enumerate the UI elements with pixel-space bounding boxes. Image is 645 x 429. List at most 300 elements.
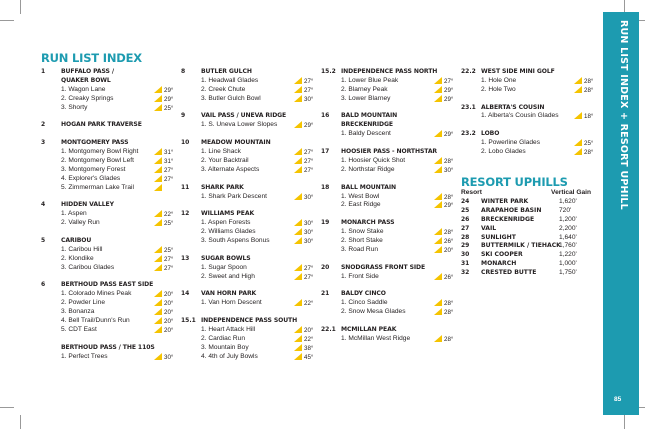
section-number: 15.1 <box>181 317 196 325</box>
section-number: 14 <box>181 290 190 298</box>
slope-angle-value: 27° <box>304 273 314 281</box>
run-name: 1. McMillan West Ridge <box>341 334 411 342</box>
section-number: 20 <box>321 263 330 271</box>
section-number: 9 <box>181 112 186 120</box>
section-number: 8 <box>181 68 186 75</box>
run-slope <box>434 335 456 345</box>
run-name: 1. Perfect Trees <box>61 352 108 360</box>
section-number: 16 <box>321 112 330 120</box>
slope-angle-icon <box>434 237 442 244</box>
slope-angle-value: 27° <box>164 264 174 272</box>
run-section <box>321 219 456 255</box>
slope-angle-icon <box>294 193 302 200</box>
run-name: 1. Powerline Glades <box>481 139 541 147</box>
slope-angle-icon <box>154 184 162 191</box>
run-item <box>341 335 456 344</box>
slope-angle-icon <box>294 237 302 244</box>
slope-angle-value: 25° <box>164 246 174 254</box>
slope-angle-icon <box>154 353 162 360</box>
crop-mark <box>0 407 14 408</box>
resort-name: MONARCH <box>481 260 517 268</box>
run-item <box>481 86 596 95</box>
slope-angle-icon <box>154 175 162 182</box>
run-list-column <box>181 68 316 370</box>
slope-angle-icon <box>434 193 442 200</box>
run-name: 1. Van Horn Descent <box>201 299 262 307</box>
resort-column-header: Resort <box>461 189 482 196</box>
run-item <box>341 130 456 139</box>
slope-angle-icon <box>434 335 442 342</box>
run-item <box>481 77 596 86</box>
run-section <box>41 281 176 334</box>
run-name: 2. Your Backtrail <box>201 156 249 164</box>
run-item <box>341 77 456 86</box>
run-name: 1. Aspen <box>61 210 87 218</box>
resort-name: WINTER PARK <box>481 198 529 205</box>
section-heading: HIDDEN VALLEY <box>61 201 114 209</box>
run-name: 2. East Ridge <box>341 201 381 209</box>
run-item <box>61 255 176 264</box>
run-section <box>321 264 456 282</box>
run-slope <box>154 264 176 274</box>
slope-angle-icon <box>154 210 162 217</box>
run-item <box>61 148 176 157</box>
run-item <box>61 184 176 193</box>
section-heading: SNODGRASS FRONT SIDE <box>341 263 426 271</box>
run-name: 5. Zimmerman Lake Trail <box>61 183 134 191</box>
run-slope <box>294 95 316 105</box>
run-slope <box>294 273 316 283</box>
section-number: 1 <box>41 68 46 75</box>
run-name: 1. Alberta's Cousin Glades <box>481 112 559 120</box>
section-heading: VAIL PASS / UNEVA RIDGE <box>201 112 287 120</box>
run-section <box>181 317 316 361</box>
slope-angle-value: 27° <box>164 166 174 174</box>
vertical-gain: 1,760' <box>559 242 577 250</box>
run-section <box>41 344 176 362</box>
crop-mark <box>624 0 625 12</box>
run-name: 2. Creaky Springs <box>61 94 114 102</box>
slope-angle-icon <box>154 255 162 262</box>
uphill-row <box>461 198 591 207</box>
section-number: 19 <box>321 219 330 227</box>
uphill-number: 27 <box>461 224 470 232</box>
run-item <box>61 210 176 219</box>
slope-angle-icon <box>574 148 582 155</box>
slope-angle-icon <box>294 77 302 84</box>
slope-angle-value: 20° <box>304 326 314 334</box>
vertical-gain: 1,200' <box>559 215 577 223</box>
section-heading: WEST SIDE MINI GOLF <box>481 68 555 75</box>
slope-angle-icon <box>154 166 162 173</box>
resort-name: VAIL <box>481 224 497 232</box>
slope-angle-icon <box>434 308 442 315</box>
run-item <box>341 237 456 246</box>
uphill-row <box>461 207 591 216</box>
run-item <box>61 86 176 95</box>
run-name: 1. Hole One <box>481 76 517 84</box>
run-item <box>61 290 176 299</box>
run-item <box>201 166 316 175</box>
slope-angle-value: 20° <box>164 291 174 299</box>
run-section <box>461 130 596 157</box>
run-item <box>61 264 176 273</box>
section-heading: CARIBOU <box>61 237 92 244</box>
slope-angle-icon <box>294 228 302 235</box>
section-number: 22.2 <box>461 68 476 75</box>
section-heading: LOBO <box>481 130 500 138</box>
section-number: 3 <box>41 139 46 147</box>
slope-angle-icon <box>434 299 442 306</box>
run-name: 4. Bell Trail/Dunn's Run <box>61 317 130 325</box>
slope-angle-value: 25° <box>164 104 174 112</box>
resort-name: SUNLIGHT <box>481 233 516 241</box>
run-section <box>461 104 596 122</box>
run-item <box>341 193 456 202</box>
slope-angle-value: 31° <box>164 157 174 165</box>
slope-angle-value: 28° <box>444 157 454 165</box>
slope-angle-value: 29° <box>444 86 454 94</box>
section-number: 12 <box>181 210 190 218</box>
slope-angle-value: 28° <box>444 335 454 343</box>
run-section <box>41 139 176 192</box>
run-list-column <box>41 68 176 370</box>
run-name: 3. Alternate Aspects <box>201 165 260 173</box>
slope-angle-icon <box>294 219 302 226</box>
slope-angle-icon <box>434 86 442 93</box>
run-slope <box>434 166 456 176</box>
run-name: 3. South Aspens Bonus <box>201 237 270 244</box>
slope-angle-value: 27° <box>304 157 314 165</box>
section-number: 18 <box>321 183 330 191</box>
resort-name: ARAPAHOE BASIN <box>481 206 542 214</box>
slope-angle-value: 27° <box>164 255 174 263</box>
run-section <box>321 184 456 211</box>
resort-name: SKI COOPER <box>481 251 523 259</box>
slope-angle-icon <box>154 264 162 271</box>
slope-angle-value: 20° <box>164 300 174 308</box>
slope-angle-icon <box>294 326 302 333</box>
run-slope <box>294 299 316 309</box>
run-name: 2. Northstar Ridge <box>341 165 395 173</box>
section-number: 17 <box>321 148 330 156</box>
run-item <box>201 157 316 166</box>
uphill-number: 32 <box>461 269 470 277</box>
run-name: 1. Front Side <box>341 272 379 280</box>
run-name: 3. Road Run <box>341 245 379 253</box>
slope-angle-value: 28° <box>444 229 454 237</box>
slope-angle-value: 29° <box>444 202 454 210</box>
slope-angle-icon <box>294 95 302 102</box>
slope-angle-value: 30° <box>164 353 174 361</box>
crop-mark <box>0 20 14 21</box>
run-section <box>461 68 596 95</box>
run-item <box>341 95 456 104</box>
run-slope <box>154 326 176 336</box>
slope-angle-value: 28° <box>584 77 594 85</box>
run-item <box>481 139 596 148</box>
run-name: 1. Cinco Saddle <box>341 299 388 307</box>
run-name: 3. Bonanza <box>61 308 95 316</box>
run-list-column <box>321 68 456 353</box>
run-item <box>481 148 596 157</box>
slope-angle-icon <box>154 157 162 164</box>
slope-angle-value: 45° <box>304 353 314 361</box>
run-name: 2. Montgomery Bowl Left <box>61 156 134 164</box>
run-section <box>321 112 456 139</box>
run-name: 3. Montgomery Forest <box>61 165 126 173</box>
slope-angle-icon <box>294 335 302 342</box>
run-name: 3. Shorty <box>61 103 88 111</box>
page-number: 85 <box>614 396 622 403</box>
slope-angle-value: 18° <box>584 113 594 121</box>
uphills-table <box>461 198 591 278</box>
crop-mark <box>624 415 625 429</box>
section-heading: ALBERTA'S COUSIN <box>481 103 545 111</box>
slope-angle-value: 20° <box>164 326 174 334</box>
slope-angle-value: 29° <box>304 122 314 130</box>
slope-angle-icon <box>294 344 302 351</box>
slope-angle-icon <box>434 246 442 253</box>
slope-angle-value: 30° <box>304 238 314 245</box>
slope-angle-value: 26° <box>444 238 454 246</box>
section-heading: HOGAN PARK TRAVERSE <box>61 121 142 129</box>
side-tab <box>603 12 639 415</box>
run-slope <box>154 184 176 194</box>
run-item <box>201 77 316 86</box>
run-item <box>61 157 176 166</box>
run-item <box>201 121 316 130</box>
run-item <box>61 299 176 308</box>
slope-angle-value: 27° <box>304 166 314 174</box>
slope-angle-icon <box>434 157 442 164</box>
section-number: 2 <box>41 121 46 129</box>
run-item <box>61 104 176 113</box>
slope-angle-icon <box>434 228 442 235</box>
uphill-row <box>461 260 591 269</box>
run-slope <box>434 201 456 211</box>
slope-angle-icon <box>154 290 162 297</box>
run-item <box>341 157 456 166</box>
uphill-number: 24 <box>461 198 470 205</box>
section-number: 13 <box>181 254 190 262</box>
run-name: 3. Butler Gulch Bowl <box>201 94 261 102</box>
run-item <box>341 86 456 95</box>
run-slope <box>154 353 176 363</box>
slope-angle-value: 27° <box>164 175 174 183</box>
crop-mark <box>20 415 21 429</box>
run-name: 2. Powder Line <box>61 299 105 307</box>
section-heading: BALL MOUNTAIN <box>341 183 397 191</box>
run-section <box>181 112 316 130</box>
slope-angle-icon <box>154 299 162 306</box>
section-heading: INDEPENDENCE PASS NORTH <box>341 68 438 75</box>
slope-angle-icon <box>574 86 582 93</box>
run-item <box>201 228 316 237</box>
run-slope <box>294 193 316 203</box>
slope-angle-icon <box>154 326 162 333</box>
vertical-gain: 1,640' <box>559 233 577 241</box>
uphill-row <box>461 251 591 260</box>
run-slope <box>294 121 316 131</box>
uphill-number: 29 <box>461 242 470 250</box>
run-name: 1. S. Uneva Lower Slopes <box>201 121 278 129</box>
section-heading: BALDY CINCO <box>341 290 386 298</box>
run-name: 3. Caribou Glades <box>61 263 115 271</box>
run-slope <box>154 219 176 229</box>
run-item <box>341 228 456 237</box>
run-name: 2. Hole Two <box>481 85 516 93</box>
run-item <box>61 219 176 228</box>
run-name: 1. Montgomery Bowl Right <box>61 148 139 156</box>
run-slope <box>574 86 596 96</box>
section-number: 23.2 <box>461 130 476 138</box>
run-list-column <box>461 68 596 166</box>
run-slope <box>294 166 316 176</box>
slope-angle-icon <box>574 77 582 84</box>
run-slope <box>434 246 456 256</box>
run-name: 1. Lower Blue Peak <box>341 76 399 84</box>
vertical-gain: 1,750' <box>559 269 577 277</box>
run-item <box>201 264 316 273</box>
run-name: 2. Sweet and High <box>201 272 255 280</box>
section-number: 5 <box>41 237 46 244</box>
run-item <box>341 246 456 255</box>
resort-name: BUTTERMILK / TIEHACK <box>481 242 561 250</box>
slope-angle-icon <box>294 273 302 280</box>
run-name: 1. Colorado Mines Peak <box>61 290 132 298</box>
slope-angle-icon <box>154 104 162 111</box>
vertical-gain-column-header: Vertical Gain <box>551 189 591 196</box>
slope-angle-value: 29° <box>164 95 174 103</box>
slope-angle-value: 20° <box>164 318 174 326</box>
run-section <box>181 210 316 246</box>
run-name: 2. Snow Mesa Glades <box>341 308 406 316</box>
run-section <box>321 290 456 317</box>
slope-angle-icon <box>294 353 302 360</box>
slope-angle-value: 20° <box>444 246 454 254</box>
run-item <box>341 308 456 317</box>
run-slope <box>434 95 456 105</box>
slope-angle-value: 38° <box>304 344 314 352</box>
section-heading: MCMILLAN PEAK <box>341 325 397 333</box>
section-heading: BERTHOUD PASS EAST SIDE <box>61 281 154 289</box>
slope-angle-icon <box>154 219 162 226</box>
slope-angle-icon <box>294 264 302 271</box>
uphill-number: 31 <box>461 260 470 268</box>
run-name: 3. Lower Blarney <box>341 94 391 102</box>
run-name: 2. Cardiac Run <box>201 334 245 342</box>
uphill-row <box>461 234 591 243</box>
run-slope <box>574 112 596 122</box>
run-item <box>341 201 456 210</box>
run-item <box>61 246 176 255</box>
run-name: 1. Wagon Lane <box>61 85 106 93</box>
section-number: 23.1 <box>461 103 476 111</box>
run-item <box>481 112 596 121</box>
slope-angle-value: 29° <box>444 95 454 103</box>
slope-angle-icon <box>154 86 162 93</box>
slope-angle-icon <box>294 157 302 164</box>
run-name: 1. Baldy Descent <box>341 130 391 138</box>
slope-angle-value: 31° <box>164 149 174 157</box>
section-heading: WILLIAMS PEAK <box>201 210 255 218</box>
section-heading: BUFFALO PASS / <box>61 68 114 75</box>
section-heading: QUAKER BOWL <box>61 76 111 84</box>
section-heading: SUGAR BOWLS <box>201 254 251 262</box>
crop-mark <box>20 0 21 14</box>
section-heading: BERTHOUD PASS / THE 110S <box>61 343 155 351</box>
section-heading: HOOSIER PASS - NORTHSTAR <box>341 148 438 156</box>
run-name: 1. Sugar Spoon <box>201 263 247 271</box>
slope-angle-icon <box>294 166 302 173</box>
run-item <box>201 193 316 202</box>
slope-angle-value: 25° <box>584 140 594 148</box>
slope-angle-icon <box>434 95 442 102</box>
slope-angle-value: 27° <box>304 264 314 272</box>
section-number: 11 <box>181 183 190 191</box>
run-item <box>201 148 316 157</box>
run-name: 1. Snow Stake <box>341 228 384 236</box>
run-item <box>341 166 456 175</box>
slope-angle-icon <box>434 166 442 173</box>
uphill-row <box>461 225 591 234</box>
slope-angle-value: 28° <box>584 86 594 94</box>
slope-angle-value: 22° <box>164 211 174 219</box>
run-name: 1. Line Shack <box>201 148 241 156</box>
uphill-row <box>461 216 591 225</box>
section-number: 15.2 <box>321 68 336 75</box>
run-name: 1. Caribou Hill <box>61 245 103 253</box>
slope-angle-value: 30° <box>304 193 314 201</box>
slope-angle-value: 28° <box>444 193 454 201</box>
vertical-gain: 1,000' <box>559 260 577 268</box>
run-name: 1. Shark Park Descent <box>201 192 267 200</box>
run-slope <box>434 130 456 140</box>
run-section <box>321 148 456 175</box>
run-item <box>201 335 316 344</box>
run-item <box>201 219 316 228</box>
run-item <box>61 326 176 335</box>
run-item <box>61 166 176 175</box>
side-tab-label: RUN LIST INDEX + RESORT UPHILL <box>618 20 629 210</box>
run-section <box>181 184 316 202</box>
run-section <box>41 237 176 273</box>
slope-angle-value: 30° <box>444 166 454 174</box>
run-name: 2. Creek Chute <box>201 85 246 93</box>
slope-angle-value: 28° <box>444 309 454 317</box>
slope-angle-value: 30° <box>304 95 314 103</box>
slope-angle-value: 30° <box>304 220 314 228</box>
uphill-number: 25 <box>461 206 470 214</box>
run-name: 1. West Bowl <box>341 192 380 200</box>
section-number: 21 <box>321 290 330 298</box>
run-name: 2. Klondike <box>61 254 94 262</box>
run-slope <box>294 353 316 363</box>
slope-angle-icon <box>294 299 302 306</box>
run-item <box>61 317 176 326</box>
slope-angle-icon <box>294 121 302 128</box>
resort-name: CRESTED BUTTE <box>481 269 537 277</box>
slope-angle-icon <box>154 95 162 102</box>
section-number: 10 <box>181 139 190 147</box>
run-name: 3. Mountain Boy <box>201 343 249 351</box>
slope-angle-icon <box>154 148 162 155</box>
run-name: 1. Heart Attack Hill <box>201 325 256 333</box>
section-number: 4 <box>41 201 46 209</box>
run-name: 1. Hoosier Quick Shot <box>341 156 406 164</box>
run-section <box>181 139 316 175</box>
